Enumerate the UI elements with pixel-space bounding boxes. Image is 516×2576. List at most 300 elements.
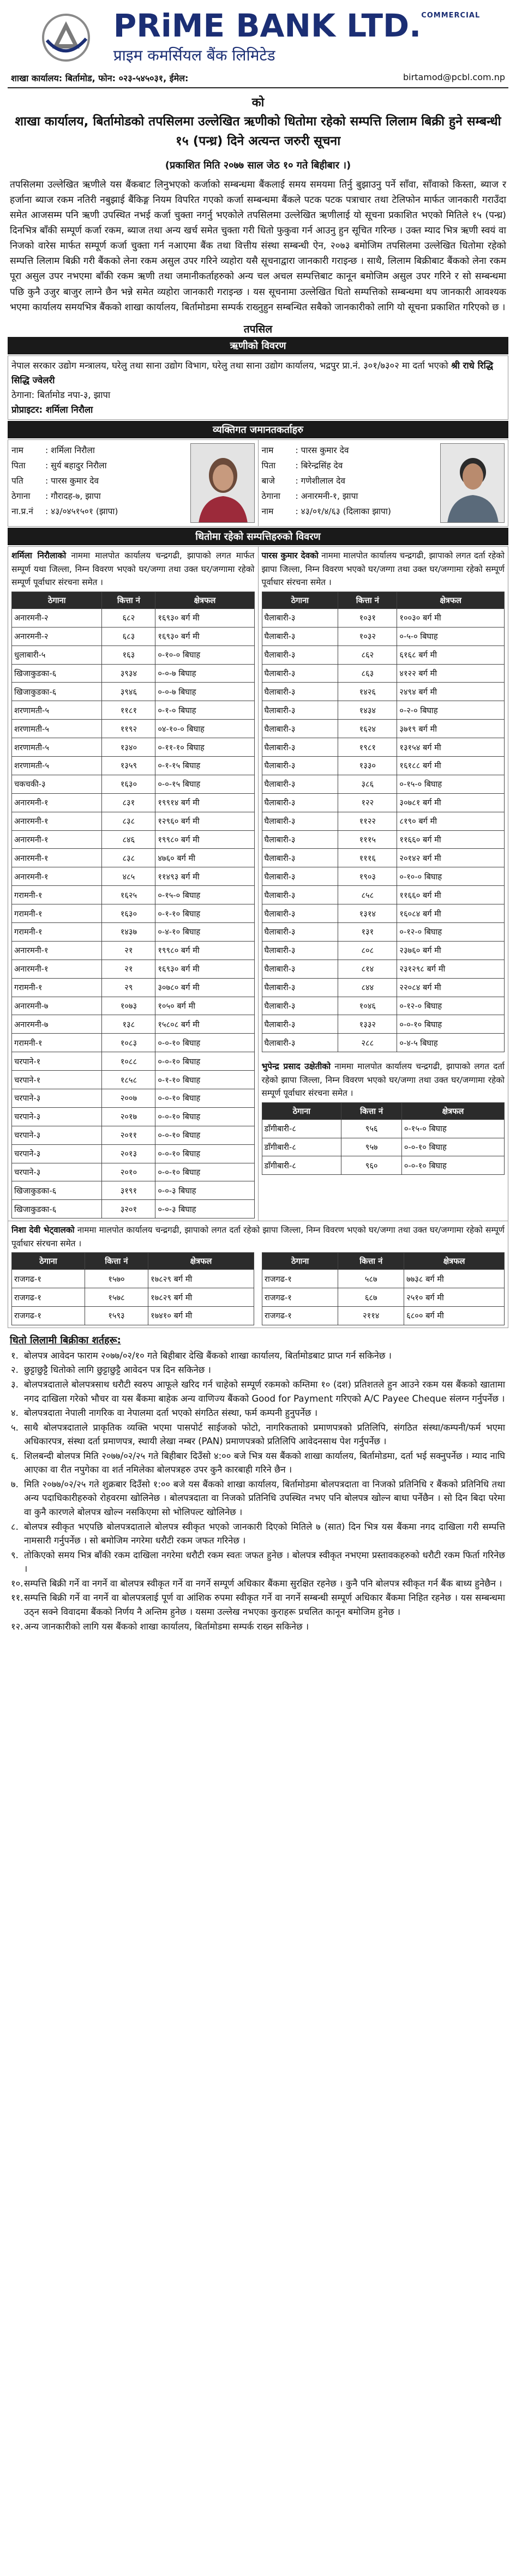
- table-cell: ५८७: [338, 1270, 404, 1288]
- table-cell: ०-०-३ बिघाह: [155, 1181, 254, 1200]
- table-cell: ०-०-३ बिघाह: [155, 1200, 254, 1218]
- column-header: कित्ता नं: [341, 1102, 402, 1119]
- table-cell: १२९६० बर्ग मी: [155, 812, 254, 830]
- table-cell: ०-०-१० बिघाह: [155, 1144, 254, 1163]
- term-text: छुट्टाछुट्टै धितोको लागि छुट्टाछुट्टै आवेदन पत्र दिन सकिनेछ ।: [24, 1365, 211, 1376]
- owner-intro-nisha: निशा देवी भेट्वालको नाममा मालपोत कार्यालय चन्द्रगढी, झापाको लगत दर्ता रहेको झापा जिल्ला, निम्न विवरण भएको घर/जग्गा तथा उक्त घर/जग्गामा रहेको सम्पूर्ण पूर्वाधार संरचना समेत ।: [11, 1225, 505, 1248]
- table-cell: ०-०-१० बिघाह: [155, 1052, 254, 1071]
- table-row: [12, 960, 255, 978]
- table-row: [12, 830, 255, 849]
- table-cell: अनारमनी-१: [12, 793, 102, 812]
- table-cell: १३३२: [338, 1015, 397, 1034]
- table-cell: ८६३: [338, 664, 397, 683]
- table-cell: १५८०८ बर्ग मी: [155, 1015, 254, 1034]
- column-header: कित्ता नं: [338, 1253, 404, 1270]
- term-number: १०.: [11, 1578, 23, 1589]
- table-cell: १३१५४ बर्ग मी: [397, 738, 505, 757]
- table-row: [262, 664, 505, 683]
- table-cell: १३१४: [338, 904, 397, 923]
- table-cell: ८३१: [102, 793, 155, 812]
- person-photo-icon: [441, 444, 505, 523]
- table-row: [12, 1107, 255, 1126]
- table-row: [12, 1089, 255, 1108]
- table-cell: २१: [102, 960, 155, 978]
- table-cell: ०-४-१० बिघाह: [155, 922, 254, 941]
- term-text: तोकिएको समय भित्र बाँकी रकम दाखिला नगरेमा धरौटी रकम स्वतः जफत हुनेछ । बोलपत्र स्वीकृत नभएमा प्रस्तावकहरुको धरौटी रकम फिर्ता गरिनेछ ।: [24, 1549, 505, 1574]
- guarantor-row: [11, 443, 187, 459]
- term-item: [11, 1477, 505, 1519]
- table-cell: घैलाबारी-३: [262, 922, 338, 941]
- table-cell: खिजाकुडका-६: [12, 664, 102, 683]
- table-cell: घैलाबारी-३: [262, 720, 338, 738]
- notice-title: शाखा कार्यालय, बिर्तामोडको तपसिलमा उल्लेखित ऋणीको धितोमा रहेको सम्पत्ति लिलाम बिक्री हुने सम्बन्धी १५ (पन्ध्र) दिने अत्यन्त जरुरी सूचना: [15, 114, 501, 148]
- table-cell: ०-०-१० बिघाह: [155, 1163, 254, 1181]
- table-cell: घैलाबारी-३: [262, 701, 338, 720]
- table-cell: ०-१-० बिघाह: [155, 701, 254, 720]
- branch-email[interactable]: birtamod@pcbl.com.np: [403, 72, 505, 82]
- table-cell: ०-१२-० बिघाह: [397, 922, 505, 941]
- table-cell: १५७०: [85, 1270, 148, 1288]
- tapsil-heading: तपसिल: [243, 323, 273, 335]
- term-item: [11, 1520, 505, 1548]
- table-cell: ११४९३ बर्ग मी: [155, 867, 254, 886]
- borrower-name: श्री राधे रिद्धि सिद्धि ज्वेलरी: [11, 360, 494, 385]
- table-cell: ०-१५-० बिघाह: [397, 775, 505, 793]
- table-cell: १३८: [102, 1015, 155, 1034]
- table-header: [262, 1253, 505, 1270]
- table-cell: १४३७: [102, 922, 155, 941]
- table-row: [12, 904, 255, 923]
- table-cell: ३९३४: [102, 664, 155, 683]
- table-row: [262, 1034, 505, 1052]
- table-cell: घैलाबारी-३: [262, 738, 338, 757]
- table-cell: खिजाकुडका-६: [12, 1200, 102, 1218]
- guarantor-field-value: : पारस कुमार देव: [295, 445, 349, 456]
- column-header: ठेगाना: [12, 1253, 85, 1270]
- table-cell: ४१२२ बर्ग मी: [397, 664, 505, 683]
- table-cell: अनारमनी-२: [12, 627, 102, 645]
- table-cell: १९०३: [338, 867, 397, 886]
- table-row: [262, 720, 505, 738]
- guarantor-field-label: ठेगाना: [11, 491, 31, 502]
- table-row: [12, 1181, 255, 1200]
- table-row: [262, 738, 505, 757]
- table-cell: घैलाबारी-३: [262, 978, 338, 997]
- table-cell: घैलाबारी-३: [262, 997, 338, 1015]
- table-cell: ६८०० बर्ग मी: [404, 1306, 505, 1325]
- table-cell: ०-२-० बिघाह: [397, 701, 505, 720]
- table-cell: शरणामती-५: [12, 720, 102, 738]
- table-cell: ३१९१: [102, 1181, 155, 1200]
- guarantor-field-label: पिता: [11, 461, 26, 471]
- ko-line: को: [251, 96, 265, 110]
- table-cell: २०११: [102, 1126, 155, 1144]
- table-cell: १३३०: [338, 756, 397, 775]
- table-cell: १४२६: [338, 683, 397, 701]
- term-item: [11, 1591, 505, 1619]
- table-cell: चरपाने-१: [12, 1071, 102, 1089]
- table-cell: १६२५: [102, 886, 155, 904]
- guarantor-field-label: पिता: [261, 461, 276, 471]
- table-cell: ६१६८ बर्ग मी: [397, 645, 505, 664]
- term-item: [11, 1349, 505, 1363]
- table-row: [12, 1015, 255, 1034]
- table-cell: राजगढ-१: [12, 1288, 85, 1307]
- table-cell: ३०७८० बर्ग मी: [155, 978, 254, 997]
- term-number: ५.: [11, 1422, 19, 1433]
- table-cell: १०४६: [338, 997, 397, 1015]
- guarantor-field-label: पति: [11, 476, 23, 486]
- guarantor-field-value: : गौरादह-७, झापा: [45, 491, 101, 502]
- table-cell: ८६२: [338, 645, 397, 664]
- table-row: [262, 978, 505, 997]
- table-row: [12, 664, 255, 683]
- table-cell: गरामनी-१: [12, 978, 102, 997]
- table-cell: डाँगीबारी-८: [262, 1119, 341, 1138]
- table-cell: ०-०-१० बिघाह: [155, 1034, 254, 1052]
- table-row: [12, 1052, 255, 1071]
- table-row: [12, 1126, 255, 1144]
- table-row: [12, 941, 255, 960]
- table-cell: घैलाबारी-३: [262, 683, 338, 701]
- table-cell: १५९३: [85, 1306, 148, 1325]
- table-cell: घैलाबारी-३: [262, 886, 338, 904]
- table-cell: ९५७: [341, 1138, 402, 1156]
- term-text: बोलपत्रदाता नेपाली नागरिक वा नेपालमा दर्ता भएको संगठित संस्था, फर्म कम्पनी हुनुपर्नेछ ।: [24, 1408, 317, 1419]
- table-cell: ४८५: [102, 867, 155, 886]
- table-row: [262, 904, 505, 923]
- term-number: ७.: [11, 1479, 19, 1489]
- table-cell: ६८३: [102, 627, 155, 645]
- guarantor-section: [8, 439, 508, 527]
- table-cell: घैलाबारी-३: [262, 664, 338, 683]
- guarantor-field-label: ठेगाना: [261, 491, 280, 502]
- table-cell: घैलाबारी-३: [262, 756, 338, 775]
- table-cell: १६९३० बर्ग मी: [155, 608, 254, 627]
- guarantor-photo: [440, 443, 505, 523]
- table-cell: १६३: [102, 645, 155, 664]
- borrower-details: नेपाल सरकार उद्योग मन्त्रालय, घरेलु तथा साना उद्योग विभाग, घरेलु तथा साना उद्योग कार्यालय, भद्रपुर प्रा.नं. ३०१/७३०२ मा दर्ता भएको श्री राधे रिद्धि सिद्धि ज्वेलरी ठेगाना: बिर्तामोड नपा-३, झापा प्रोप्राइटर: शर्मिला निरौला: [8, 355, 508, 420]
- term-text: बोलपत्र स्वीकृत भएपछि बोलपत्रदाताले बोलपत्र स्वीकृत भएको जानकारी दिएको मितिले ७ (सात) दिन भित्र यस बैंकमा नगद दाखिला गरी सम्पत्ति नामसारी गर्नुपर्नेछ । सो बमोजिम नगरेमा धरौटी रकम जफत गरिनेछ ।: [24, 1521, 505, 1546]
- guarantor-photo: [190, 443, 255, 523]
- table-cell: ९६०: [341, 1156, 402, 1175]
- table-cell: २०१३: [102, 1144, 155, 1163]
- table-cell: ८३८: [102, 812, 155, 830]
- guarantor-row: [11, 489, 187, 504]
- guarantor-field-value: : शर्मिला निरौला: [45, 445, 95, 456]
- table-cell: १११६: [338, 849, 397, 867]
- table-cell: शरणामती-५: [12, 756, 102, 775]
- table-row: [12, 1071, 255, 1089]
- table-cell: चरपाने-३: [12, 1144, 102, 1163]
- table-cell: घैलाबारी-३: [262, 775, 338, 793]
- table-row: [262, 1156, 505, 1175]
- table-cell: ०-११-१० बिघाह: [155, 738, 254, 757]
- table-row: [12, 1034, 255, 1052]
- table-header: [12, 1253, 254, 1270]
- guarantor-field-label: नाम: [261, 445, 274, 456]
- table-cell: ०-१-१० बिघाह: [155, 1071, 254, 1089]
- table-row: [262, 1138, 505, 1156]
- table-cell: अनारमनी-७: [12, 997, 102, 1015]
- table-cell: ०-०-१५ बिघाह: [155, 775, 254, 793]
- table-cell: धुलाबारी-५: [12, 645, 102, 664]
- table-cell: घैलाबारी-३: [262, 645, 338, 664]
- branch-contact: शाखा कार्यालय: बिर्तामोड, फोन: ०२३-५४५०३१, ईमेल:: [11, 73, 189, 83]
- table-cell: १११५: [338, 830, 397, 849]
- table-cell: अनारमनी-१: [12, 830, 102, 849]
- guarantor-bar: व्यक्तिगत जमानतकर्ताहरु: [8, 421, 508, 438]
- bank-header: [8, 5, 508, 70]
- terms-list: [8, 1349, 508, 1633]
- table-cell: ०-१०-० बिघाह: [397, 867, 505, 886]
- table-row: [12, 1163, 255, 1181]
- table-row: [262, 683, 505, 701]
- term-number: ३.: [11, 1379, 19, 1390]
- table-cell: ०-०-१० बिघाह: [397, 1015, 505, 1034]
- table-cell: अनारमनी-१: [12, 867, 102, 886]
- collateral-table-bhupendra: [262, 1102, 505, 1175]
- table-cell: ३२०१: [102, 1200, 155, 1218]
- collateral-left: [8, 547, 259, 1221]
- table-row: [12, 812, 255, 830]
- table-cell: ११६६० बर्ग मी: [397, 830, 505, 849]
- table-row: [262, 1119, 505, 1138]
- table-row: [262, 1270, 505, 1288]
- table-cell: १९९८० बर्ग मी: [155, 941, 254, 960]
- table-cell: २२०८४ बर्ग मी: [397, 978, 505, 997]
- table-cell: ०-०-७ बिघाह: [155, 664, 254, 683]
- table-row: [12, 645, 255, 664]
- table-cell: २९: [102, 978, 155, 997]
- table-cell: घैलाबारी-३: [262, 849, 338, 867]
- table-cell: चरपाने-१: [12, 1052, 102, 1071]
- publish-date: (प्रकाशित मिति २०७७ साल जेठ १० गते बिहीबार ।): [165, 160, 351, 172]
- table-cell: ०-५-० बिघाह: [397, 627, 505, 645]
- term-item: [11, 1363, 505, 1377]
- table-cell: १६९३० बर्ग मी: [155, 960, 254, 978]
- table-cell: डाँगीबारी-८: [262, 1138, 341, 1156]
- table-cell: १६३०: [102, 904, 155, 923]
- table-cell: ६८२: [102, 608, 155, 627]
- term-number: ८.: [11, 1521, 19, 1532]
- table-cell: १६१८८ बर्ग मी: [397, 756, 505, 775]
- table-row: [262, 608, 505, 627]
- table-cell: १०३२: [338, 627, 397, 645]
- table-row: [12, 997, 255, 1015]
- term-text: सम्पत्ति बिक्री गर्ने वा नगर्ने वा बोलपत्रलाई पूर्ण वा आंशिक रुपमा स्वीकृत गर्ने वा नगर्ने सम्बन्धी सम्पूर्ण अधिकार बैंकमा निहित रहनेछ । यस सम्बन्धमा उठ्न सक्ने विवादमा बैंकको निर्णय नै अन्तिम हुनेछ । यसमा उल्लेख नभएका कुराहरू प्रचलित कानून बमोजिम हुनेछ ।: [24, 1592, 505, 1617]
- guarantor-row: [11, 474, 187, 489]
- table-row: [262, 960, 505, 978]
- collateral-bar: धितोमा रहेको सम्पत्तिहरुको विवरण: [8, 528, 508, 545]
- table-row: [12, 1144, 255, 1163]
- table-cell: अनारमनी-१: [12, 812, 102, 830]
- table-cell: १३५९: [102, 756, 155, 775]
- table-cell: चरपाने-३: [12, 1089, 102, 1108]
- term-text: सम्पत्ति बिक्री गर्ने वा नगर्ने वा बोलपत्र स्वीकृत गर्ने वा नगर्ने सम्पूर्ण अधिकार बैंकमा सुरक्षित रहनेछ । कुनै पनि बोलपत्र स्वीकृत गर्न बैंक बाध्य हुनेछैन ।: [24, 1578, 502, 1589]
- term-item: [11, 1406, 505, 1420]
- table-cell: २००७: [102, 1089, 155, 1108]
- column-header: क्षेत्रफल: [401, 1102, 504, 1119]
- table-cell: १५७८: [85, 1288, 148, 1307]
- table-cell: घैलाबारी-३: [262, 830, 338, 849]
- table-cell: १३१: [338, 922, 397, 941]
- guarantor-row: [262, 489, 437, 504]
- guarantor-field-label: नाम: [261, 506, 274, 516]
- table-row: [12, 756, 255, 775]
- table-row: [12, 775, 255, 793]
- table-cell: २०१७: [102, 1107, 155, 1126]
- table-cell: ०-१५-० बिघाह: [155, 886, 254, 904]
- table-header: [12, 592, 255, 608]
- table-cell: खिजाकुडका-६: [12, 1181, 102, 1200]
- table-cell: अनारमनी-१: [12, 960, 102, 978]
- collateral-right: [259, 547, 508, 1221]
- table-cell: ०-०-७ बिघाह: [155, 683, 254, 701]
- table-cell: ०-०-१० बिघाह: [155, 1107, 254, 1126]
- guarantor-field-value: : ४३/०१/४/६३ (दिलाका झापा): [295, 506, 391, 516]
- term-text: बोलपत्रदाताले बोलपत्रसाथ धरौटी स्वरुप आफूले खरिद गर्न चाहेको सम्पूर्ण रकमको कम्तिमा १० (दश) प्रतिशतले हुन आउने रकम यस बैंकको खातामा नगद दाखिला गरेको भौचर वा यस बैंकमा बाहेक अन्य वाणिज्य बैंकको Good for Payment गरिएको A/C Payee Cheque संलग्न गर्नुपर्नेछ ।: [24, 1379, 505, 1404]
- table-cell: डाँगीबारी-८: [262, 1156, 341, 1175]
- guarantor-field-value: : अनारमनी-१, झापा: [295, 491, 358, 502]
- term-number: १.: [11, 1350, 19, 1361]
- table-cell: १४३४: [338, 701, 397, 720]
- table-cell: १९८१: [338, 738, 397, 757]
- column-header: ठेगाना: [262, 1102, 341, 1119]
- table-cell: अनारमनी-१: [12, 941, 102, 960]
- table-cell: २३७६० बर्ग मी: [397, 941, 505, 960]
- collateral-nisha: [8, 1221, 508, 1328]
- table-row: [12, 867, 255, 886]
- table-row: [262, 1288, 505, 1307]
- table-cell: ८१४: [338, 960, 397, 978]
- table-row: [262, 997, 505, 1015]
- table-cell: ०-०-१० बिघाह: [155, 1089, 254, 1108]
- table-row: [12, 1306, 254, 1325]
- table-cell: १६९३० बर्ग मी: [155, 627, 254, 645]
- table-row: [12, 793, 255, 812]
- table-cell: ११९२: [102, 720, 155, 738]
- term-number: ६.: [11, 1450, 19, 1461]
- table-cell: ३८६: [338, 775, 397, 793]
- guarantor-field-value: : बिरेन्द्रसिंह देव: [295, 461, 343, 471]
- table-cell: १७८२९ बर्ग मी: [148, 1288, 254, 1307]
- term-item: [11, 1548, 505, 1576]
- table-cell: २१: [102, 941, 155, 960]
- table-row: [262, 922, 505, 941]
- table-cell: घैलाबारी-३: [262, 608, 338, 627]
- table-row: [12, 922, 255, 941]
- table-cell: गरामनी-१: [12, 886, 102, 904]
- table-cell: १३४०: [102, 738, 155, 757]
- table-row: [262, 830, 505, 849]
- table-cell: राजगढ-१: [12, 1306, 85, 1325]
- term-item: [11, 1421, 505, 1449]
- table-cell: घैलाबारी-३: [262, 941, 338, 960]
- column-header: क्षेत्रफल: [404, 1253, 505, 1270]
- guarantor-row: [262, 443, 437, 459]
- collateral-table-right: [262, 592, 505, 1052]
- table-cell: चरपाने-३: [12, 1107, 102, 1126]
- table-row: [262, 941, 505, 960]
- term-text: मिति २०७७/०२/२५ गते शुक्रबार दिउँसो १:०० बजे यस बैंकको शाखा कार्यालय, बिर्तामोडमा बोलपत्रदाता वा निजको प्रतिनिधि र बैंकको प्रतिनिधि तथा अन्य पदाधिकारीहरुको रोहवरमा खोलिनेछ । बोलपत्रदाता वा निजको प्रतिनिधि उपस्थित नभए पनि बोलपत्र खोल्न बाधा पर्नेछैन । सो दिन बिदा परेमा वा कुनै कारणले बोलपत्र खोल्न नसकिएमा सो भोलिपल्ट खोलिनेछ ।: [24, 1479, 505, 1518]
- table-cell: ८१९० बर्ग मी: [397, 812, 505, 830]
- column-header: क्षेत्रफल: [148, 1253, 254, 1270]
- table-cell: ०-४-५ बिघाह: [397, 1034, 505, 1052]
- table-cell: १९९१४ बर्ग मी: [155, 793, 254, 812]
- term-number: २.: [11, 1365, 19, 1376]
- guarantor-field-value: : ४३/०४५१५०१ (झापा): [45, 506, 118, 516]
- table-cell: गरामनी-१: [12, 922, 102, 941]
- owner-intro-right: पारस कुमार देवको नाममा मालपोत कार्यालय चन्द्रगढी, झापाको लगत दर्ता रहेको झापा जिल्ला, निम्न विवरण भएको घर/जग्गा तथा उक्त घर/जग्गामा रहेको सम्पूर्ण पूर्वाधार संरचना समेत ।: [261, 551, 505, 588]
- guarantor-row: [262, 459, 437, 474]
- table-cell: १०३१: [338, 608, 397, 627]
- table-cell: चरपाने-३: [12, 1126, 102, 1144]
- term-text: शिलबन्दी बोलपत्र मिति २०७७/०२/२५ गते बिहीबार दिउँसो ४:०० बजे भित्र यस बैंकको शाखा कार्यालय, बिर्तामोडमा, दर्ता भई सक्नुपर्नेछ । म्याद नाघि आएका वा रीत नपुगेका वा शर्त नमिलेका बोलपत्रहरु उपर कुनै कारबाही गरिने छैन ।: [24, 1450, 505, 1475]
- collateral-section: [8, 546, 508, 1221]
- proprietor: प्रोप्राइटर: शर्मिला निरौला: [11, 405, 93, 415]
- table-cell: ११६६० बर्ग मी: [397, 886, 505, 904]
- table-cell: १७४१० बर्ग मी: [148, 1306, 254, 1325]
- term-number: ११.: [11, 1592, 23, 1603]
- table-cell: राजगढ-१: [262, 1288, 338, 1307]
- term-number: ९.: [11, 1549, 19, 1560]
- table-cell: राजगढ-१: [12, 1270, 85, 1288]
- table-row: [12, 1270, 254, 1288]
- table-row: [262, 645, 505, 664]
- collateral-table-nisha-right: [262, 1252, 505, 1325]
- table-cell: राजगढ-१: [262, 1270, 338, 1288]
- table-row: [12, 886, 255, 904]
- table-cell: ०-१०-० बिघाह: [155, 645, 254, 664]
- table-cell: १६३०: [102, 775, 155, 793]
- table-cell: ८४६: [102, 830, 155, 849]
- guarantor-field-value: : गणेशीलाल देव: [295, 476, 345, 486]
- table-row: [262, 867, 505, 886]
- table-cell: शरणामती-५: [12, 701, 102, 720]
- table-cell: अनारमनी-७: [12, 1015, 102, 1034]
- guarantor-info: [11, 443, 187, 523]
- guarantor-row: [11, 504, 187, 520]
- table-row: [12, 701, 255, 720]
- table-row: [12, 1200, 255, 1218]
- borrower-address: ठेगाना: बिर्तामोड नपा-३, झापा: [11, 390, 111, 400]
- brand-name: PRiME BANK LTD.$^{COMMERCIAL}$: [113, 7, 481, 44]
- table-cell: २११४: [338, 1306, 404, 1325]
- table-row: [262, 812, 505, 830]
- table-row: [12, 627, 255, 645]
- brand-nepali: प्राइम कमर्सियल बैंक लिमिटेड: [113, 46, 275, 64]
- table-cell: १००३० बर्ग मी: [397, 608, 505, 627]
- table-cell: ०-०-१० बिघाह: [401, 1156, 504, 1175]
- prime-bank-logo-icon: [36, 10, 101, 65]
- guarantor-field-label: नाम: [11, 445, 23, 456]
- guarantor-field-label: बाजे: [261, 476, 275, 486]
- person-photo-icon: [191, 444, 255, 523]
- table-row: [262, 1306, 505, 1325]
- table-cell: घैलाबारी-३: [262, 960, 338, 978]
- table-cell: खिजाकुडका-६: [12, 683, 102, 701]
- table-cell: ०४-१०-० बिघाह: [155, 720, 254, 738]
- table-cell: गरामनी-१: [12, 904, 102, 923]
- table-cell: अनारमनी-१: [12, 849, 102, 867]
- table-cell: चकचकी-३: [12, 775, 102, 793]
- table-cell: घैलाबारी-३: [262, 1034, 338, 1052]
- table-cell: २३१२९८ बर्ग मी: [397, 960, 505, 978]
- guarantor-row: [262, 474, 437, 489]
- guarantor-field-label: ना.प्र.नं: [11, 506, 33, 516]
- table-cell: घैलाबारी-३: [262, 904, 338, 923]
